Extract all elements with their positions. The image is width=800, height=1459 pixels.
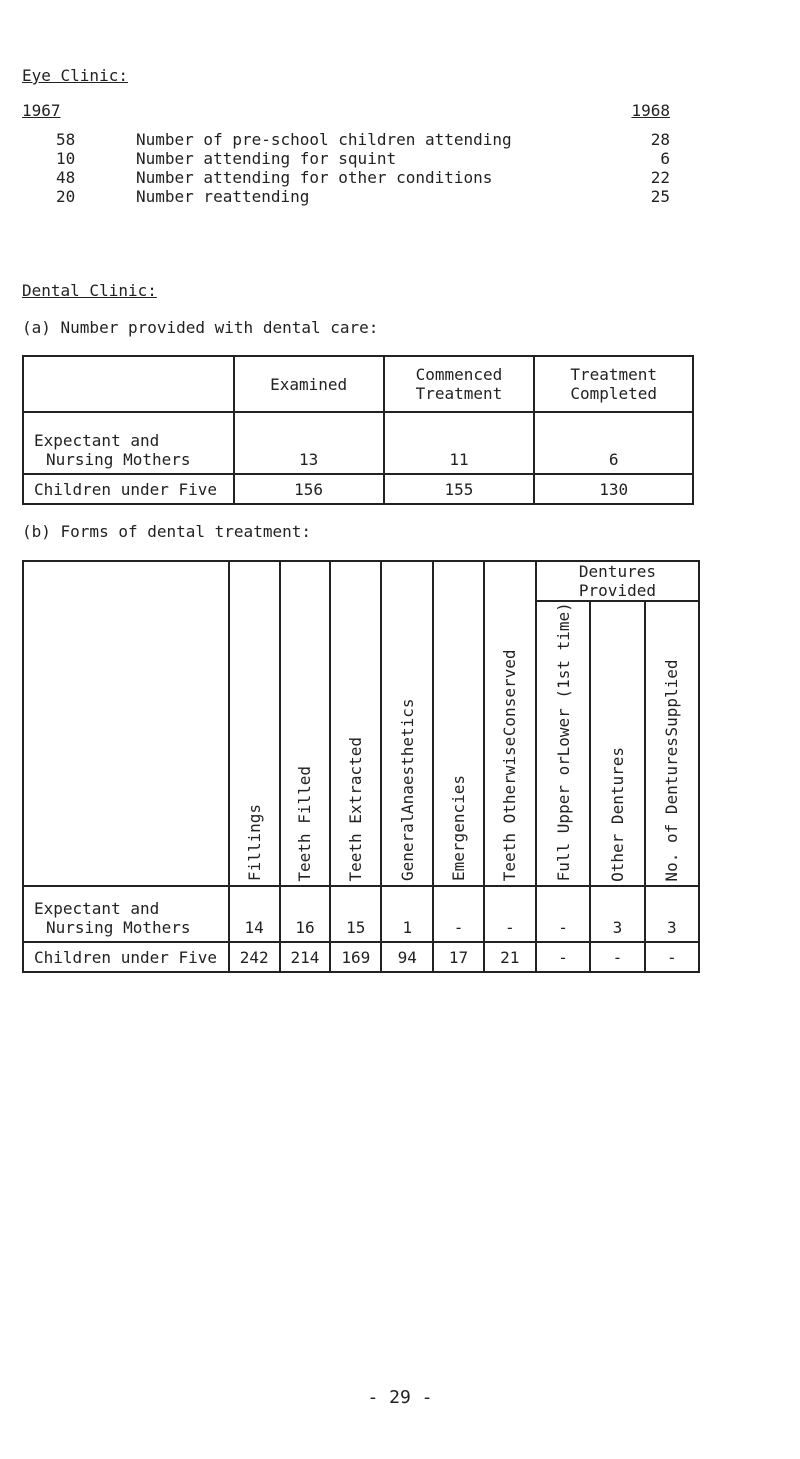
children-completed: 130 [534,474,693,504]
eye-clinic-heading: Eye Clinic: [22,66,128,85]
col-full-upper-lower: Full Upper or Lower (1st time) [536,601,590,886]
eye-clinic-row [0,130,800,150]
value-1968: 22 [650,168,670,187]
corner-cell-b [23,561,229,886]
col-no-dentures-supplied: No. of Dentures Supplied [645,601,699,886]
dental-clinic-heading: Dental Clinic: [22,281,157,300]
treatment-cell: - [433,886,483,942]
col-teeth-otherwise-conserved: Teeth Otherwise Conserved [484,561,536,886]
treatment-cell: 21 [484,942,536,972]
col-fillings: Fillings [229,561,280,886]
col-treatment-completed: Treatment Completed [534,356,693,412]
dentures-provided-header: Dentures Provided [536,561,699,601]
row-description: Number attending for squint [136,149,397,168]
eye-clinic-row [0,149,800,169]
page-number: - 29 - [367,1387,433,1408]
children-examined: 156 [234,474,384,504]
treatment-cell: 94 [381,942,433,972]
year-1968-header: 1968 [631,101,670,120]
value-1967: 10 [56,149,76,168]
col-general-anaesthetics: General Anaesthetics [381,561,433,886]
treatment-cell: 169 [330,942,381,972]
treatment-cell: 16 [280,886,331,942]
col-teeth-filled: Teeth Filled [280,561,331,886]
treatment-cell: 3 [590,886,644,942]
value-1967: 48 [56,168,76,187]
row-mothers [23,886,699,942]
treatment-cell: 1 [381,886,433,942]
value-1968: 25 [650,187,670,206]
mothers-commenced: 11 [384,412,535,474]
year-1967-header: 1967 [22,101,61,120]
row-description: Number of pre-school children attending [136,130,512,149]
row-description: Number attending for other conditions [136,168,493,187]
col-examined: Examined [234,356,384,412]
treatment-cell: 15 [330,886,381,942]
eye-clinic-row [0,187,800,207]
children-commenced: 155 [384,474,535,504]
treatment-cell: - [645,942,699,972]
treatment-cell: - [536,942,590,972]
eye-clinic-row [0,168,800,188]
row-children [23,942,699,972]
col-other-dentures: Other Dentures [590,601,644,886]
treatment-cell: - [590,942,644,972]
value-1967: 58 [56,130,76,149]
treatment-cell: 3 [645,886,699,942]
value-1968: 6 [660,149,670,168]
treatment-cell: 14 [229,886,280,942]
col-commenced-treatment: Commenced Treatment [384,356,535,412]
mothers-completed: 6 [534,412,693,474]
treatment-cell: - [536,886,590,942]
value-1967: 20 [56,187,76,206]
col-teeth-extracted: Teeth Extracted [330,561,381,886]
dental-treatment-table [22,560,700,973]
value-1968: 28 [650,130,670,149]
row-label-children-b: Children under Five [23,942,229,972]
corner-cell [23,356,234,412]
row-description: Number reattending [136,187,310,206]
section-a-title: (a) Number provided with dental care: [22,318,379,337]
section-b-title: (b) Forms of dental treatment: [22,522,311,541]
mothers-examined: 13 [234,412,384,474]
treatment-cell: - [484,886,536,942]
treatment-cell: 214 [280,942,331,972]
dental-care-table [22,355,694,505]
row-label-mothers: Expectant and Nursing Mothers [23,412,234,474]
col-emergencies: Emergencies [433,561,483,886]
row-label-children: Children under Five [23,474,234,504]
treatment-cell: 17 [433,942,483,972]
treatment-cell: 242 [229,942,280,972]
row-label-mothers-b: Expectant and Nursing Mothers [23,886,229,942]
